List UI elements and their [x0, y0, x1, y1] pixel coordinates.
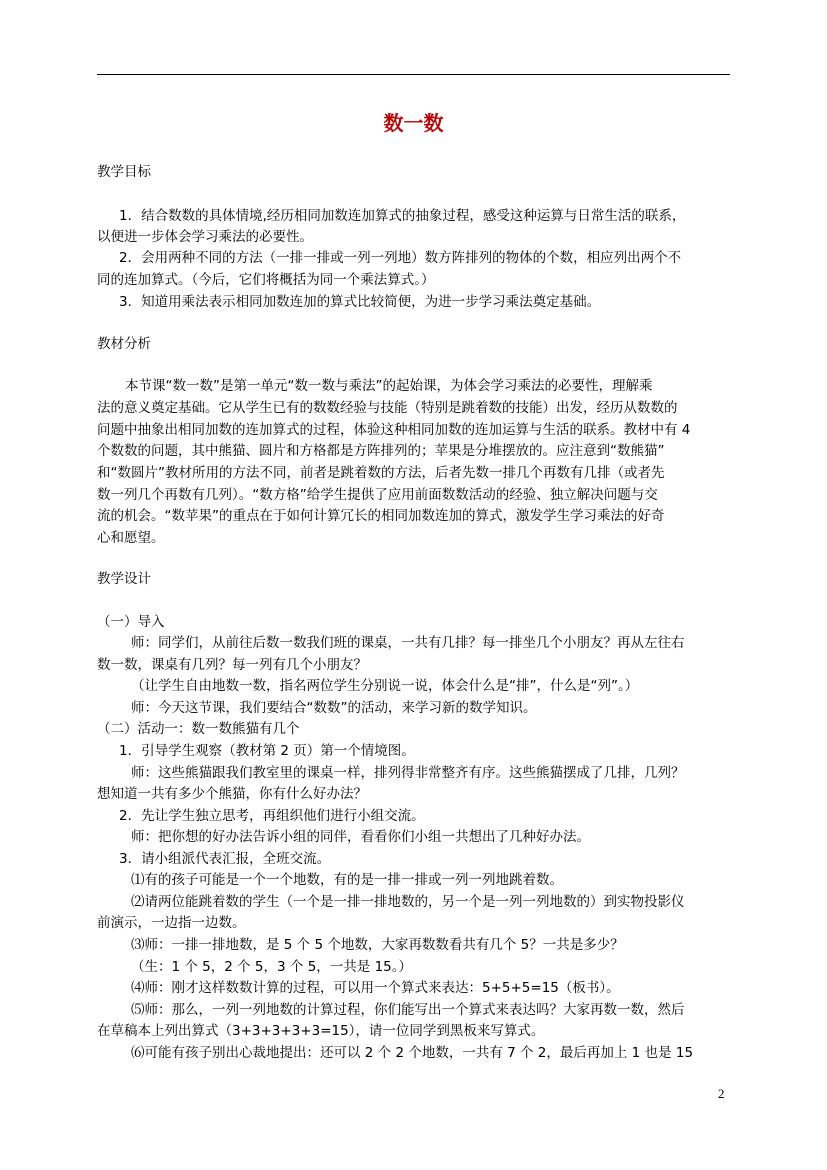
text-line: （让学生自由地数一数，指名两位学生分别说一说，体会什么是“排”，什么是“列”。）: [131, 678, 639, 694]
text-line: ⑴有的孩子可能是一个一个地数，有的是一排一排或一列一列地跳着数。: [131, 872, 563, 888]
text-line: 想知道一共有多少个熊猫，你有什么好办法？: [97, 786, 367, 802]
text-line: ⑶师：一排一排地数，是 5 个 5 个地数，大家再数数看共有几个 5？一共是多少？: [131, 937, 624, 953]
text-line: 心和愿望。: [97, 530, 165, 546]
text-line: 个数数的问题，其中熊猫、圆片和方格都是方阵排列的；苹果是分堆摆放的。应注意到“数熊猫”: [97, 443, 665, 459]
text-line: ⑷师：刚才这样数数计算的过程，可以用一个算式来表达：5+5+5=15（板书）。: [131, 980, 620, 996]
text-line: 同的连加算式。（今后，它们将概括为同一个乘法算式。）: [97, 272, 435, 288]
text-line: 1．结合数数的具体情境,经历相同加数连加算式的抽象过程，感受这种运算与日常生活的联系，: [119, 208, 686, 224]
text-line: 3．知道用乘法表示相同加数连加的算式比较简便，为进一步学习乘法奠定基础。: [119, 294, 601, 310]
section-heading: （一）导入: [97, 614, 165, 630]
text-line: （生：1 个 5，2 个 5，3 个 5，一共是 15。）: [131, 959, 413, 975]
text-line: 问题中抽象出相同加数的连加算式的过程，体验这种相同加数的连加运算与生活的联系。教材中有 4: [97, 422, 691, 438]
text-line: 数一数，课桌有几列？每一列有几个小朋友？: [97, 657, 367, 673]
page-title: 数一数: [383, 111, 444, 135]
text-line: 师：这些熊猫跟我们教室里的课桌一样，排列得非常整齐有序。这些熊猫摆成了几排，几列？: [131, 765, 685, 781]
page-number: 2: [718, 1086, 725, 1101]
text-line: 流的机会。“数苹果”的重点在于如何计算冗长的相同加数连加的算式，激发学生学习乘法的好奇: [97, 508, 665, 524]
text-line: ⑸师：那么，一列一列地数的计算过程，你们能写出一个算式来表达吗？大家再数一数，然后: [131, 1002, 685, 1018]
text-line: 数一列几个再数有几列）。“数方格”给学生提供了应用前面数数活动的经验、独立解决问题与交: [97, 487, 658, 503]
text-line: 前演示，一边指一边数。: [97, 915, 246, 931]
heading-analysis: 教材分析: [97, 336, 151, 352]
text-line: 1．引导学生观察（教材第 2 页）第一个情境图。: [119, 743, 415, 759]
text-line: 2．会用两种不同的方法（一排一排或一列一列地）数方阵排列的物体的个数，相应列出两个不: [119, 250, 682, 266]
heading-design: 教学设计: [97, 571, 151, 587]
text-line: 2．先让学生独立思考，再组织他们进行小组交流。: [119, 808, 425, 824]
text-line: 和“数圆片”教材所用的方法不同，前者是跳着数的方法，后者先数一排几个再数有几排（或者先: [97, 465, 665, 481]
text-line: 师：今天这节课，我们要结合“数数”的活动，来学习新的数学知识。: [131, 700, 537, 716]
text-line: 师：把你想的好办法告诉小组的同伴，看看你们小组一共想出了几种好办法。: [131, 829, 590, 845]
text-line: 以便进一步体会学习乘法的必要性。: [97, 229, 313, 245]
text-line: 法的意义奠定基础。它从学生已有的数数经验与技能（特别是跳着数的技能）出发，经历从数数的: [97, 400, 678, 416]
text-line: 本节课“数一数”是第一单元“数一数与乘法”的起始课，为体会学习乘法的必要性，理解乘: [125, 378, 653, 394]
text-line: 在草稿本上列出算式（3+3+3+3+3=15），请一位同学到黑板来写算式。: [97, 1023, 545, 1039]
text-line: ⑵请两位能跳着数的学生（一个是一排一排地数的，另一个是一列一列地数的）到实物投影仪: [131, 894, 685, 910]
header-rule: [97, 74, 730, 75]
text-line: 师：同学们，从前往后数一数我们班的课桌，一共有几排？每一排坐几个小朋友？再从左往右: [131, 635, 685, 651]
text-line: ⑹可能有孩子别出心裁地提出：还可以 2 个 2 个地数，一共有 7 个 2，最后再加上 1 也是 15: [131, 1045, 694, 1061]
heading-objectives: 教学目标: [97, 164, 151, 180]
section-heading: （二）活动一：数一数熊猫有几个: [97, 721, 300, 737]
text-line: 3．请小组派代表汇报，全班交流。: [119, 851, 331, 867]
